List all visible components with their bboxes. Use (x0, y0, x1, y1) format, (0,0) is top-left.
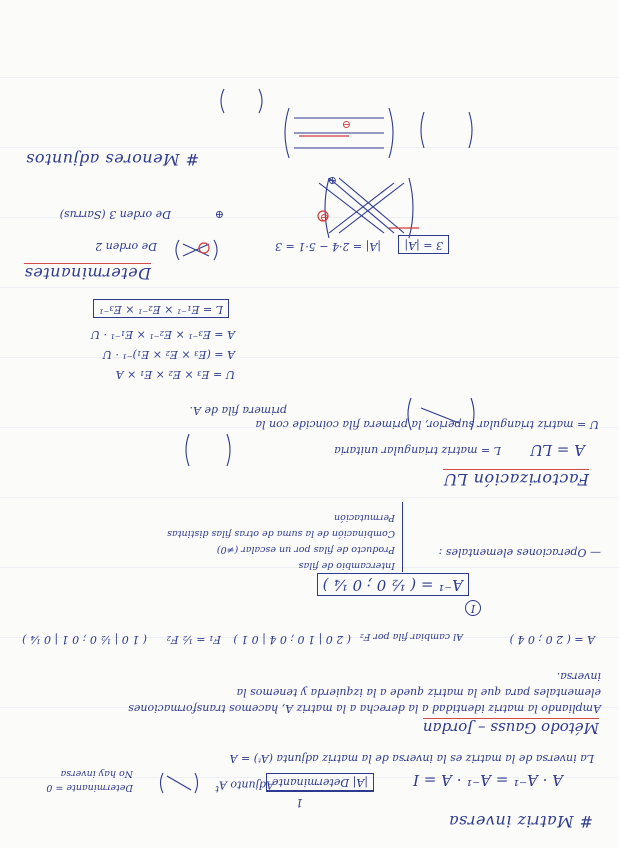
lu-eq-3: A = E₃⁻¹ × E₂⁻¹ × E₁⁻¹ · U (90, 328, 235, 341)
gauss-jordan-title: Método Gauss – Jordan (422, 719, 599, 737)
lu-u-description-2: primera fila de A. (189, 404, 287, 417)
sarrus-right-bracket (325, 178, 329, 238)
gauss-line-2: elementales para que la matriz quede a la izquierda y tenemos la (236, 686, 601, 699)
det-orden-3: De orden 3 (Sarrus) (59, 208, 171, 221)
menor-small-left (469, 112, 472, 148)
matriz-inversa-title: Matriz inversa (448, 812, 574, 831)
sarrus-left-bracket (409, 178, 413, 238)
gauss-example-lhs: A = ( 2 0 ; 0 4 ) (509, 633, 595, 646)
lu-u-description: U = matriz triangular superior, la primera fila coincide con la (255, 418, 599, 431)
lu-title: Factorización LU (443, 470, 589, 489)
plus-sign-sarrus: ⊕ (214, 208, 224, 221)
operacion-item-4: Permutación (334, 512, 395, 523)
lu-l-description: L = matriz triangular unitaria (334, 444, 501, 457)
matrix-2-right-bracket (176, 240, 179, 260)
operacion-item-2: Producto de filas por un escalar (≠0) (216, 544, 395, 555)
gauss-example-matrix-2: ( 1 0 | ½ 0 ; 0 1 | 0 ¼ ) (22, 633, 147, 646)
lu-u-diagonal (421, 408, 459, 423)
gauss-example-step: Al cambiar fila por F₂ (359, 631, 463, 642)
sarrus-diag-2 (329, 178, 394, 233)
gauss-example-matrix-1: ( 2 0 | 1 0 ; 0 4 | 0 1 ) (233, 633, 351, 646)
gauss-result-inverse: A⁻¹ = ( ½ 0 ; 0 ¼ ) (317, 573, 469, 596)
adj-right (161, 773, 164, 793)
hash-mark: # (579, 812, 593, 831)
menores-title-text: Menores adjuntos (25, 150, 180, 169)
det-orden-2-result: 3 = |A| (398, 235, 449, 254)
menor-left-bracket (389, 108, 393, 158)
determinant-box: |A| Determinante (266, 773, 374, 792)
operaciones-title-text: Operaciones elementales : (438, 546, 587, 559)
adjunto-text: Adjunto A (218, 778, 274, 792)
note-determinante-cero: Determinante = 0 (46, 782, 133, 793)
adjunto-sup: t (215, 783, 219, 794)
operacion-item-1: Intercambio de filas (298, 560, 395, 571)
lu-formula: A = LU (530, 441, 585, 459)
menor-tiny-right (221, 89, 224, 113)
line-transpuesta: La inversa de la matriz es la inversa de la matriz adjunta (Aᵗ) = A (229, 752, 594, 765)
gauss-line-3: inversa. (556, 670, 601, 683)
inverse-identity-formula: A · A⁻¹ = A⁻¹ · A = I (413, 771, 563, 789)
plus-sign-menores: ⊕ (327, 174, 337, 187)
hash-mark: # (185, 150, 199, 169)
lu-boxed-result: L = E₁⁻¹ × E₂⁻¹ × E₃⁻¹ (93, 299, 229, 318)
adj-diag (167, 776, 191, 790)
lu-u-matrix-left (471, 398, 474, 430)
sarrus-anti-2 (329, 183, 394, 233)
fraction-numerator: 1 (296, 796, 303, 809)
lu-eq-1: U = E₃ × E₂ × E₁ × A (115, 368, 235, 381)
determinantes-title-text: Determinantes (24, 264, 151, 283)
note-no-inversa: No hay inversa (60, 768, 133, 779)
det-orden-2-formula: |A| = 2·4 − 5·1 = 3 (275, 240, 381, 253)
lu-u-matrix-right (408, 398, 411, 430)
lu-l-matrix-right (186, 434, 189, 466)
gauss-line-1: Ampliando la matriz identidad a la derecha a la matriz A, hacemos transformaciones (128, 702, 601, 715)
minus-sign-sarrus: ⊖ (319, 211, 329, 224)
lu-eq-2: A = (E₃ × E₂ × E₁)⁻¹ · U (102, 348, 235, 361)
gauss-example-f1: F₁ = ½ F₂ (166, 633, 221, 646)
minus-sign-menores: ⊖ (341, 118, 351, 131)
dash-mark: — (590, 546, 601, 559)
menor-small-right (421, 112, 424, 148)
identity-circle-mark: I (465, 600, 481, 616)
menor-tiny-left (259, 89, 262, 113)
menor-right-bracket (285, 108, 289, 158)
matrix-2-left-bracket (214, 240, 217, 260)
det-orden-2: De orden 2 (95, 240, 157, 253)
adj-left (195, 773, 198, 793)
lu-l-matrix-left (227, 434, 230, 466)
operacion-item-3: Combinación de la suma de otras filas distintas (167, 528, 395, 539)
sarrus-anti-1 (339, 183, 404, 233)
